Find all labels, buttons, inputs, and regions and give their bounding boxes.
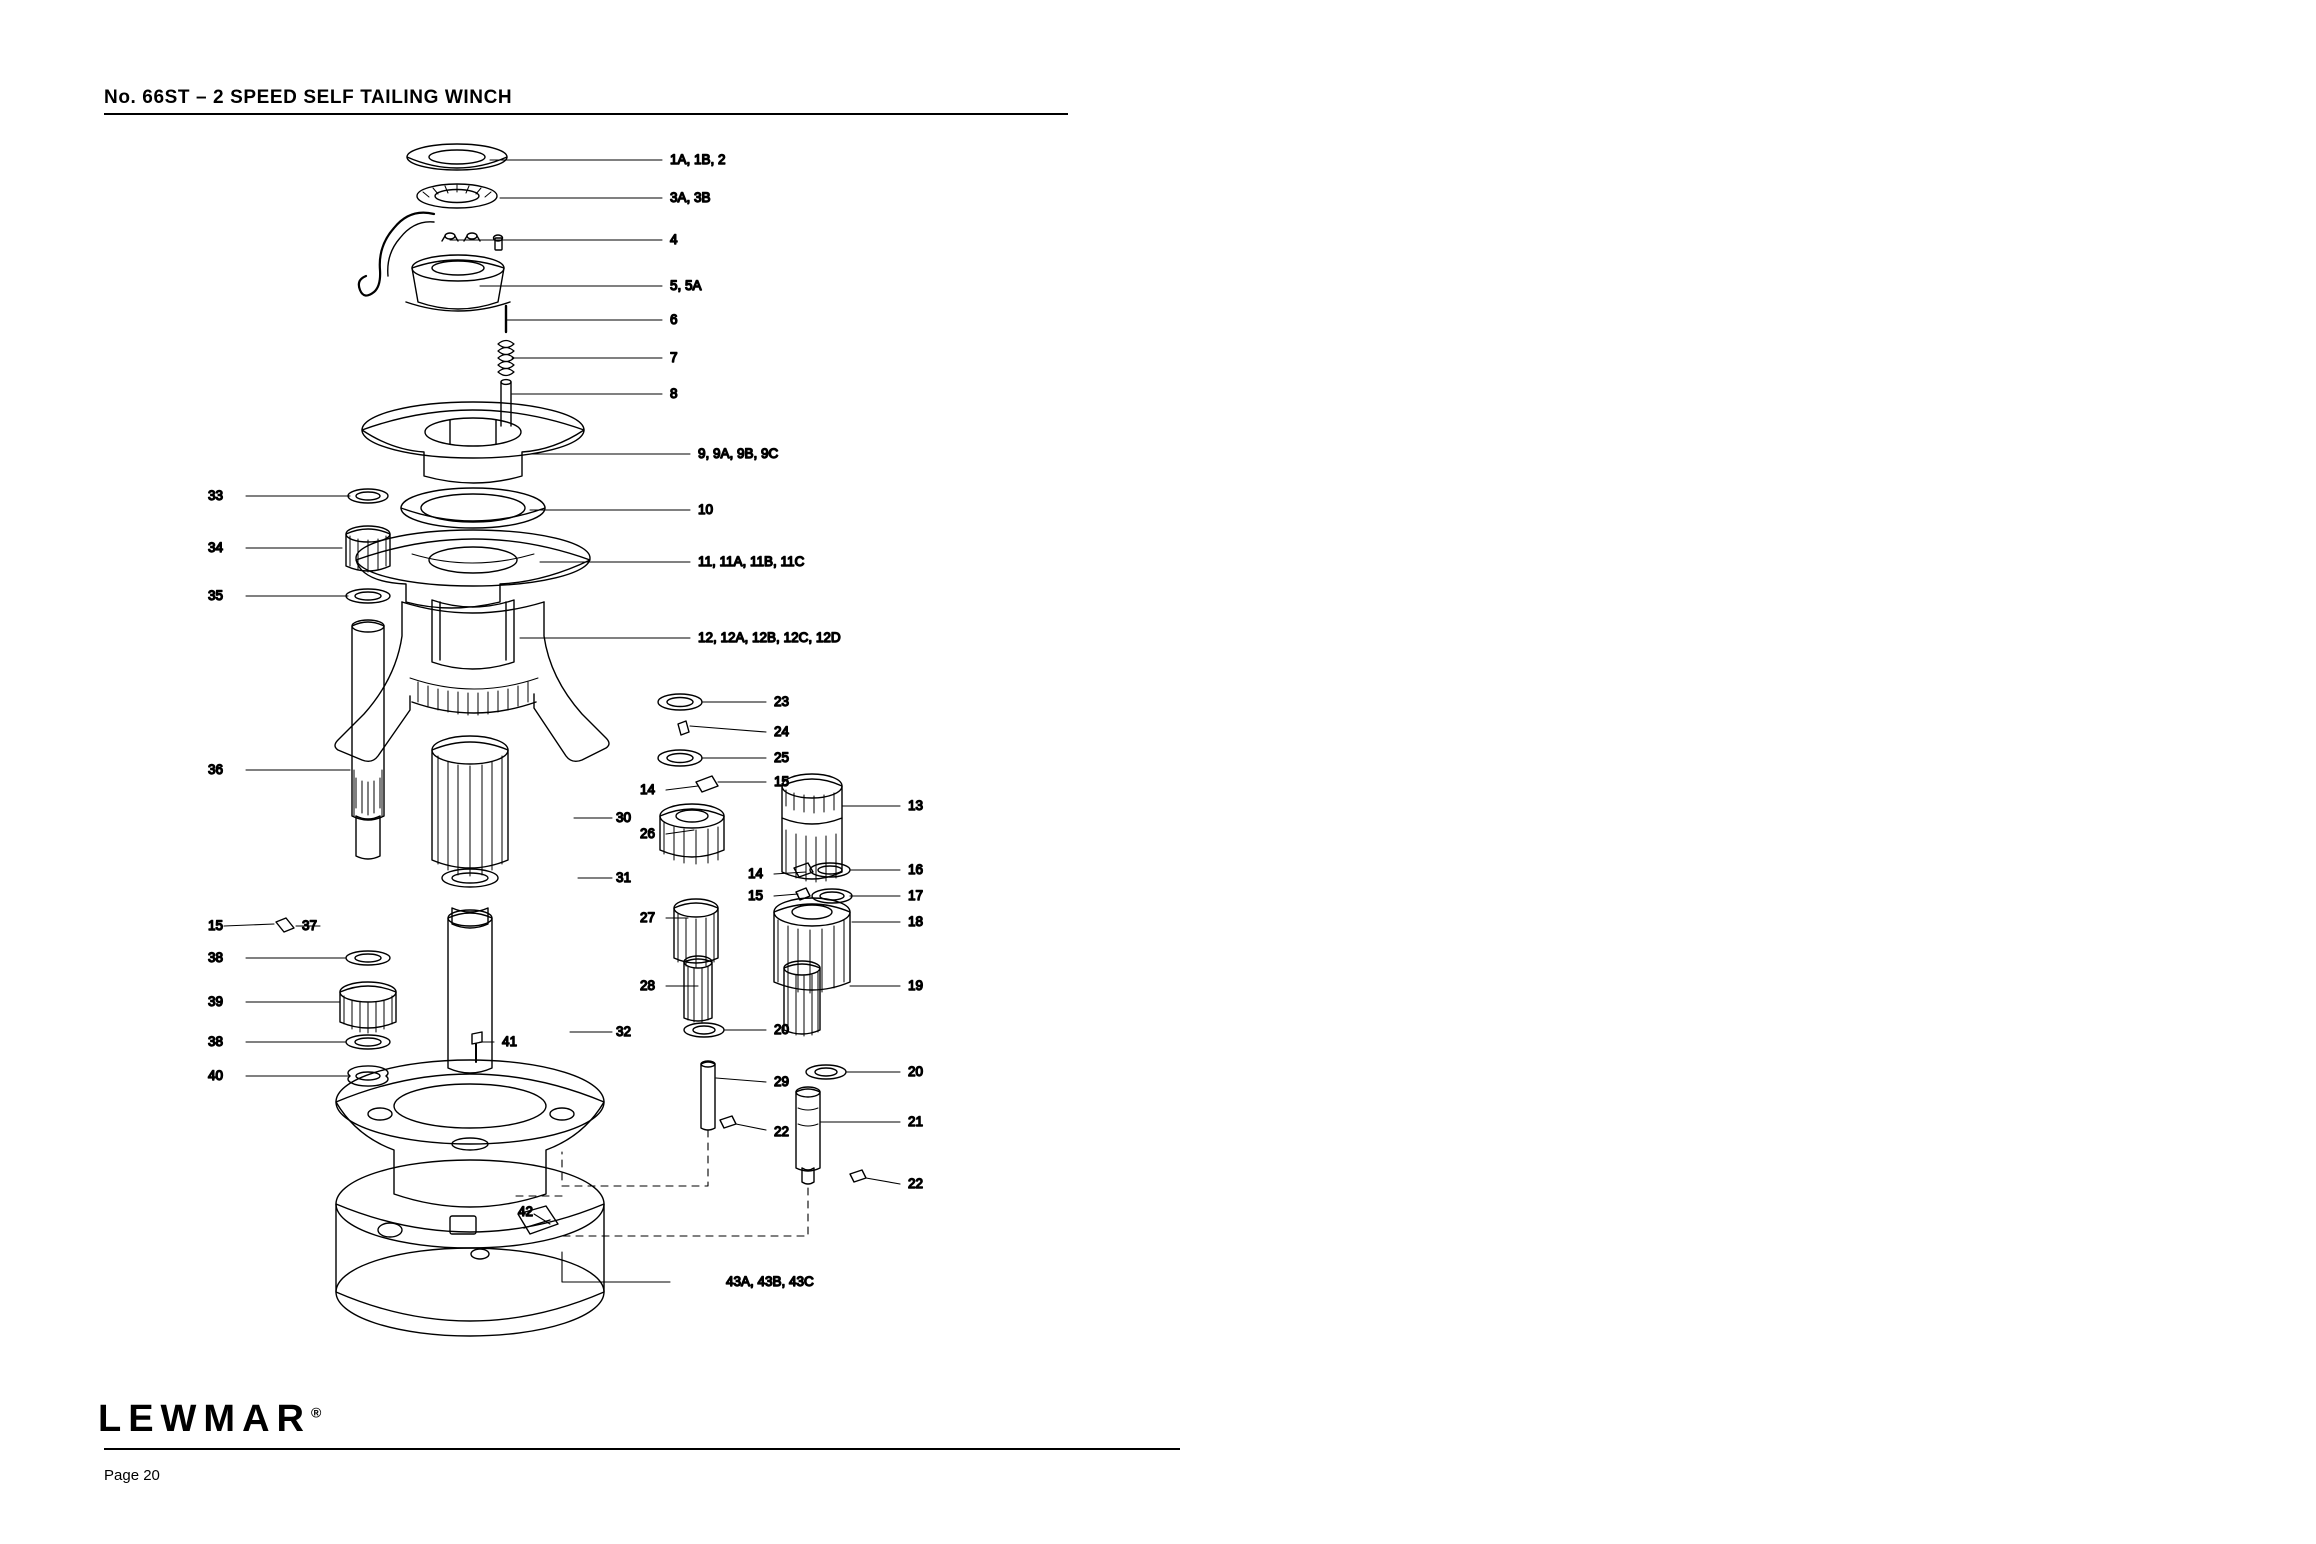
brand-registered-mark: ® [310,1404,322,1421]
part-drum-12-left [335,602,410,761]
part-drum-12-right [534,602,609,761]
part-winch-handle [359,213,434,296]
callout-18: 18 [908,914,924,929]
callout-6: 7 [670,350,678,365]
callout-leaders [224,160,900,1282]
callout-23: 23 [774,694,790,709]
callout-19: 19 [908,978,924,993]
callout-14-upper: 14 [640,782,656,797]
part-top-ring-outer [407,144,507,170]
callout-43: 43A, 43B, 43C [726,1274,814,1289]
callout-32: 32 [616,1024,632,1039]
callout-3: 4 [670,232,678,247]
callout-9: 10 [698,502,714,517]
part-group-top-cap [359,144,514,426]
part-stem-32 [448,913,492,1073]
callout-8: 9, 9A, 9B, 9C [698,446,779,461]
callout-35: 35 [208,588,224,603]
part-group-left-column [276,489,396,1086]
callout-13: 13 [908,798,924,813]
callout-1: 1A, 1B, 2 [670,152,726,167]
part-washer-20-left [684,1023,724,1037]
part-pin-15-left [276,918,294,932]
callout-15-lower: 15 [748,888,764,903]
part-screw-4b [467,233,477,239]
part-drum-12-core [432,600,514,669]
callout-20-left: 20 [774,1022,790,1037]
callout-36: 36 [208,762,224,777]
header-divider [104,113,1068,115]
part-washer-23 [658,694,702,710]
part-base-42 [336,1074,604,1207]
part-drum-base-43-rim [336,1160,604,1248]
part-feeder-9-bore [425,418,521,446]
brand-wordmark: LEWMAR [98,1398,311,1440]
part-winch-handle-inner [388,222,434,276]
callout-20-right: 20 [908,1064,924,1079]
part-washer-38-upper [346,951,390,965]
callout-27: 27 [640,910,656,925]
callout-29: 29 [774,1074,790,1089]
brand-logo [98,1398,321,1441]
callout-14-lower: 14 [748,866,764,881]
callout-5: 6 [670,312,678,327]
part-collar-5 [412,260,504,309]
callout-labels [208,152,923,1289]
exploded-winch-diagram [150,130,1200,1380]
callout-24: 24 [774,724,790,739]
callout-22-left: 22 [774,1124,790,1139]
part-pin-22-left [720,1116,736,1128]
part-drum-base-43 [336,1204,604,1321]
callout-16: 16 [908,862,924,877]
callout-25: 25 [774,750,790,765]
callout-15-upper: 15 [774,774,790,789]
footer-divider [104,1448,1180,1450]
part-washer-20-right [806,1065,846,1079]
part-collar-5-bore [432,261,484,275]
part-circlip-40 [348,1066,388,1086]
callout-37: 37 [302,918,318,933]
page-number: Page 20 [104,1467,160,1484]
callout-17: 17 [908,888,924,903]
part-pin-22-right [850,1170,866,1182]
callout-21: 21 [908,1114,924,1129]
part-collar-5-top [412,255,504,281]
callout-15-left: 15 [208,918,224,933]
part-washer-33 [348,489,388,503]
callout-33: 33 [208,488,224,503]
callout-2: 3A, 3B [670,190,711,205]
part-pin-24 [678,721,689,735]
callout-30: 30 [616,810,632,825]
callout-38-lower: 38 [208,1034,224,1049]
part-washer-17 [812,889,852,903]
callout-11: 12, 12A, 12B, 12C, 12D [698,630,841,645]
part-washer-25 [658,750,702,766]
callout-22-right: 22 [908,1176,924,1191]
callout-40: 40 [208,1068,224,1083]
callout-7: 8 [670,386,678,401]
callout-38-upper: 38 [208,950,224,965]
part-group-feeder [335,402,609,761]
part-drum-12-ribs [418,682,528,715]
callout-34: 34 [208,540,224,555]
callout-10: 11, 11A, 11B, 11C [698,554,805,569]
part-shaft-36-spline [356,778,380,815]
part-shaft-29 [701,1062,715,1130]
callout-26: 26 [640,826,656,841]
part-group-right-stack [658,694,866,1184]
part-washer-35 [346,589,390,603]
part-screw-4a [445,233,455,239]
page-title: No. 66ST – 2 SPEED SELF TAILING WINCH [104,87,513,108]
part-pawl-14-upper [696,776,718,792]
callout-41: 41 [502,1034,518,1049]
callout-39: 39 [208,994,224,1009]
part-shaft-21 [796,1089,820,1171]
callout-42: 42 [518,1204,534,1219]
part-washer-38-lower [346,1035,390,1049]
part-top-ring-inner [429,150,485,164]
callout-31: 31 [616,870,632,885]
callout-4: 5, 5A [670,278,702,293]
callout-28: 28 [640,978,656,993]
